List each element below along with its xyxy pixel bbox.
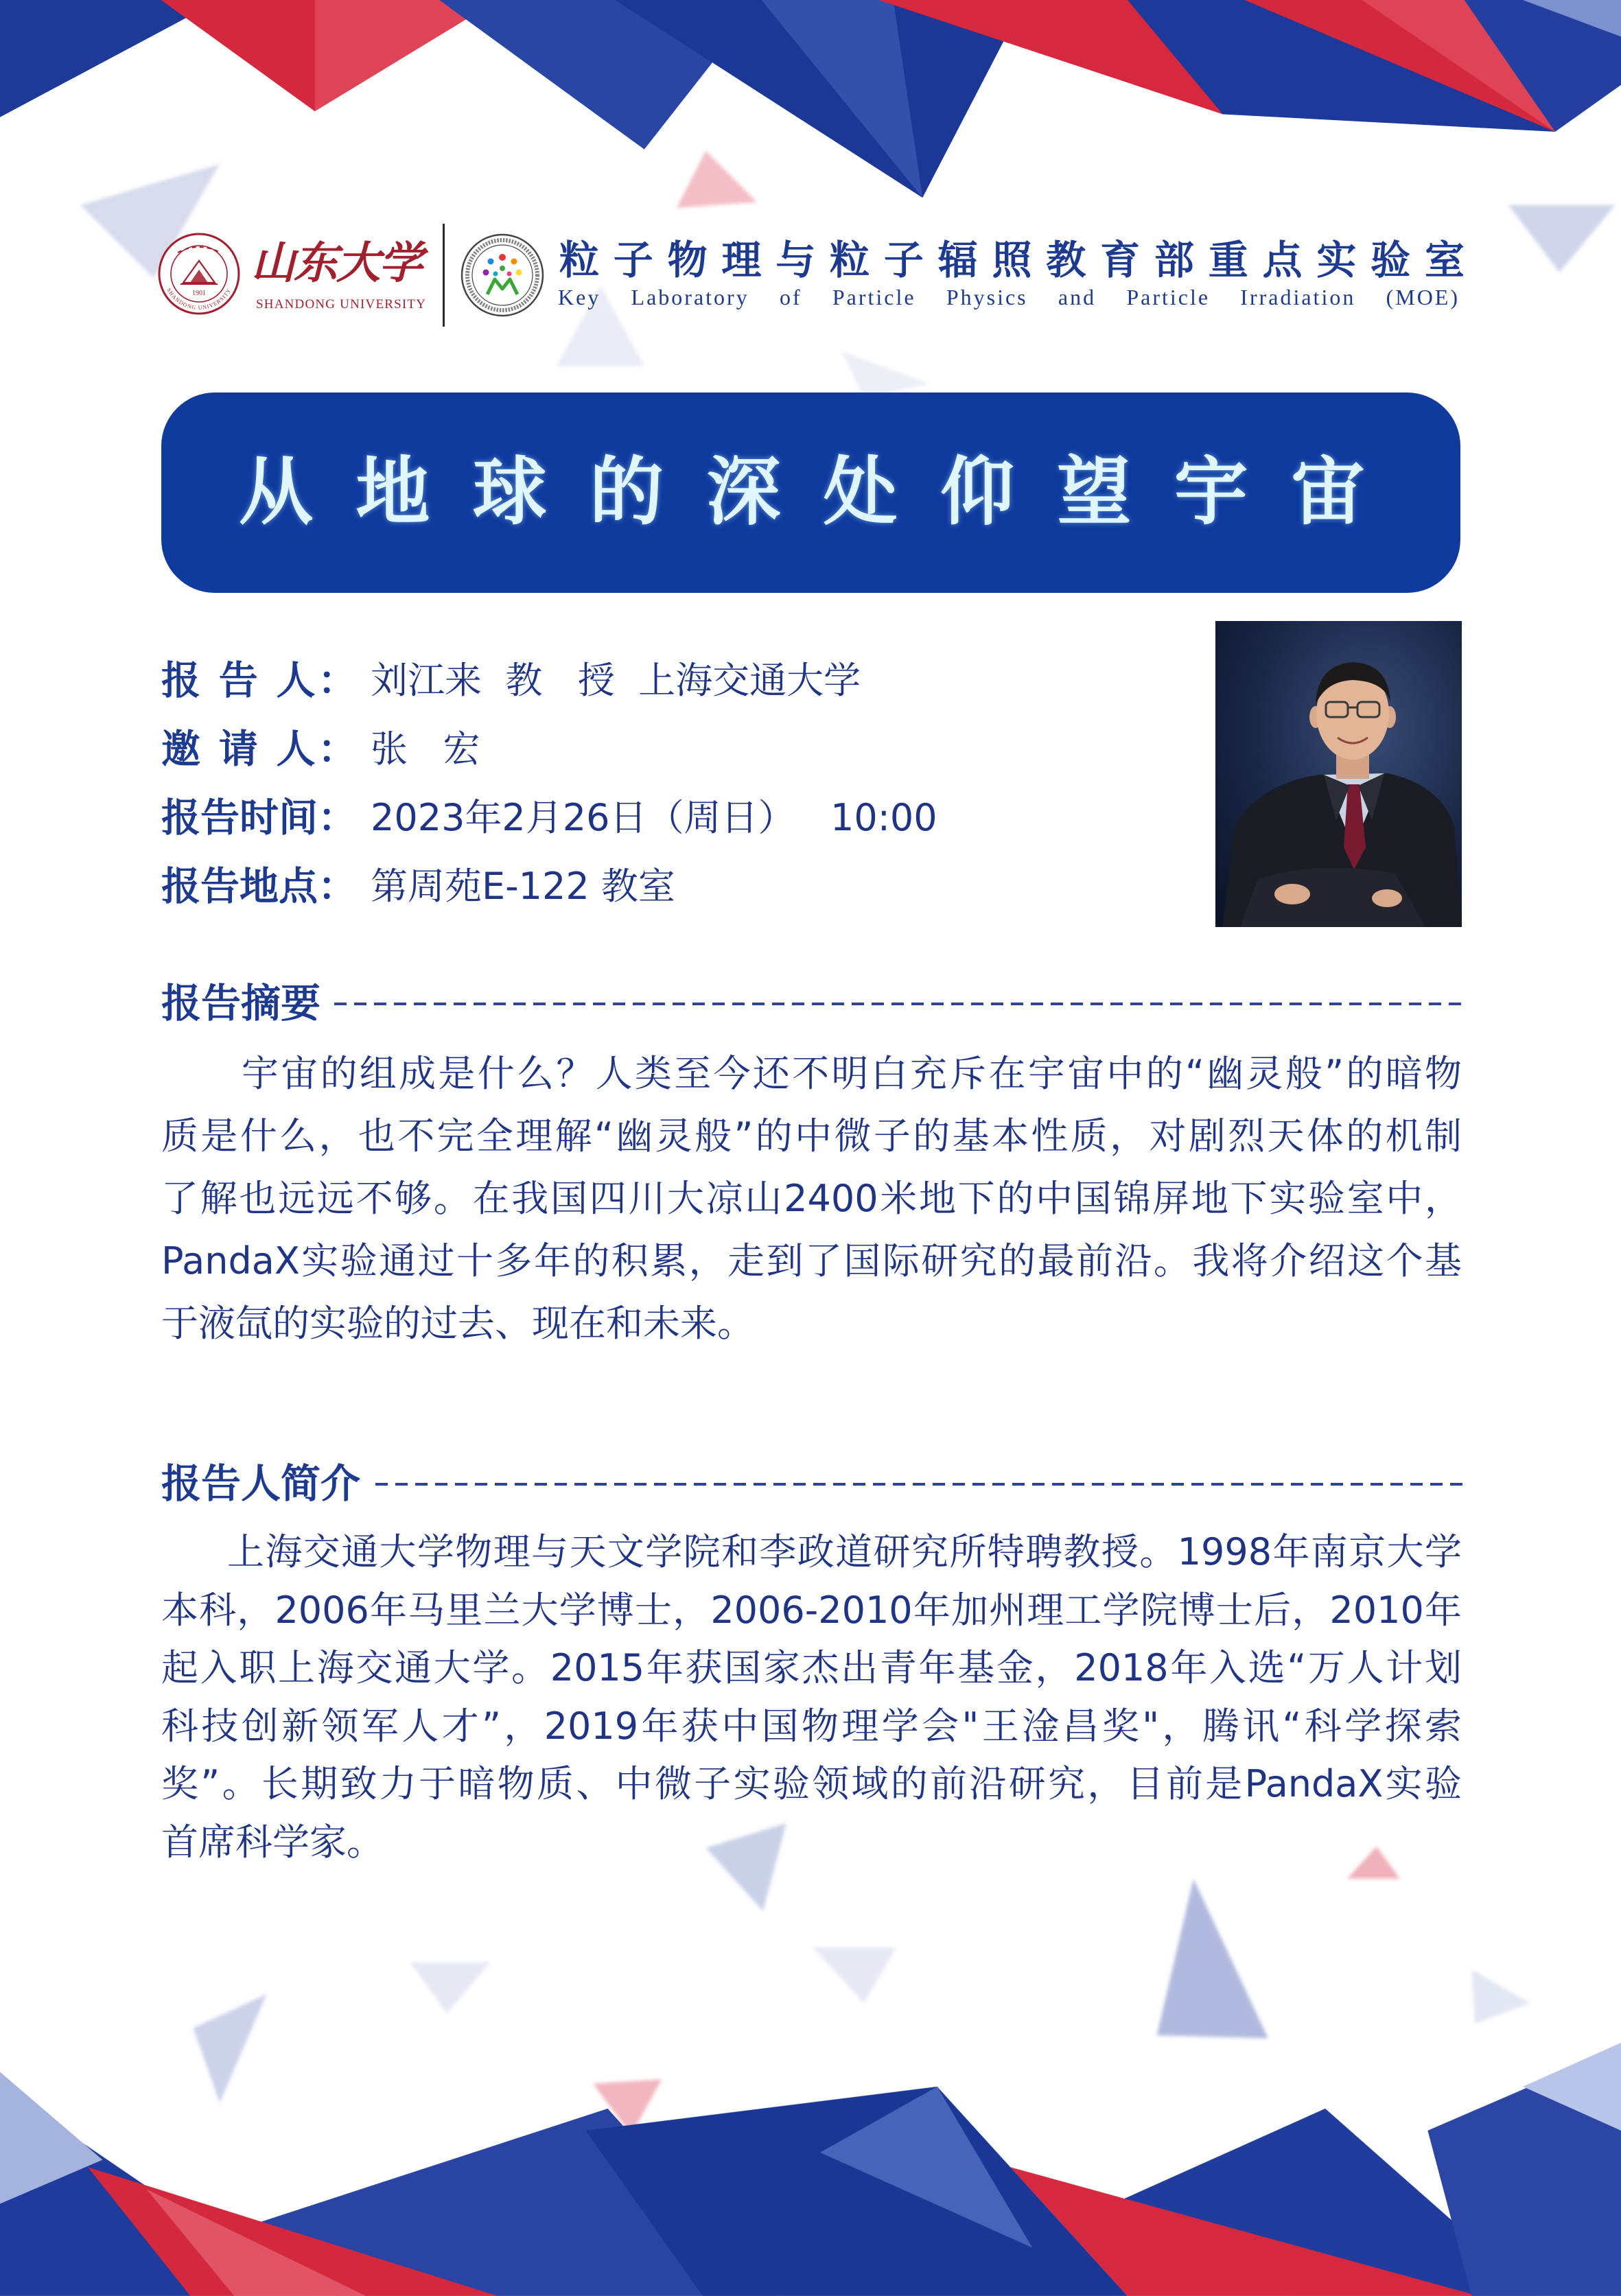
lab-name-en: Key Laboratory of Particle Physics and Particle Irradiation (MOE) [558,285,1460,309]
graphic-shape [516,270,522,276]
paragraph-line: PandaX实验通过十多年的积累，走到了国际研究的最前沿。我将介绍这个基 [161,1239,1462,1282]
graphic-shape [507,272,512,277]
info-row-speaker [161,646,1177,715]
paragraph-line: 质是什么，也不完全理解“幽灵般”的中微子的基本性质，对剧烈天体的机制 [161,1114,1462,1158]
decor-triangle [677,151,757,208]
decor-triangle [410,1962,490,2013]
graphic-shape [488,259,494,265]
talk-info [161,646,1177,921]
info-label: 报告地点： [161,864,357,909]
bio-heading: 报告人简介 [161,1460,361,1507]
lab-logo-icon [460,233,545,318]
info-value: 张 宏 [371,727,480,771]
lab-name-cn: 粒子物理与粒子辐照教育部重点实验室 [559,237,1465,283]
university-name-calligraphy: 山东大学 [251,237,421,289]
seal-arc-text: SHANDONG UNIVERSITY [165,287,233,312]
paragraph-line: 奖”。长期致力于暗物质、中微子实验领域的前沿研究，目前是PandaX实验 [161,1762,1462,1805]
paragraph-line: 于液氙的实验的过去、现在和未来。 [161,1302,754,1345]
decor-triangle [842,351,930,398]
decor-triangle [1508,205,1616,272]
graphic-shape [499,254,506,261]
top-triangle-band [0,0,1621,198]
info-value: 刘江来 教 授 上海交通大学 [371,659,861,702]
info-label: 报告时间： [161,795,357,841]
title-banner [161,393,1460,593]
bottom-triangle-band [0,2043,1621,2296]
paragraph-line: 了解也远远不够。在我国四川大凉山2400米地下的中国锦屏地下实验室中， [161,1177,1462,1220]
speaker-portrait [1215,621,1462,927]
info-row-host [161,715,1177,784]
decor-triangle [813,1947,896,2003]
paragraph-line: 上海交通大学物理与天文学院和李政道研究所特聘教授。1998年南京大学 [227,1530,1462,1573]
graphic-shape [483,270,489,276]
graphic-shape [1274,884,1310,904]
paragraph-line: 首席科学家。 [161,1820,384,1864]
info-row-time [161,784,1177,852]
graphic-shape [500,266,505,271]
abstract-heading: 报告摘要 [161,980,321,1027]
bio-dashed-rule [375,1483,1465,1486]
abstract-dashed-rule [334,1003,1465,1005]
info-label: 报 告 人： [161,658,357,703]
seal-year: 1901 [192,290,206,297]
info-value: 第周苑E-122 教室 [371,865,675,908]
talk-title: 从地球的深处仰望宇宙 [239,449,1365,535]
university-name-english: SHANDONG UNIVERSITY [256,297,427,312]
info-row-location [161,852,1177,921]
bio-paragraph [161,1523,1462,1871]
paragraph-line: 本科，2006年马里兰大学博士，2006-2010年加州理工学院博士后，2010年 [161,1588,1462,1632]
graphic-shape [1372,889,1402,907]
info-value: 2023年2月26日（周日） 10:00 [371,796,937,839]
logo-divider [443,224,445,327]
graphic-shape [511,259,517,265]
decor-triangle [194,1994,267,2102]
graphic-shape [493,272,498,277]
decor-triangle [1471,1969,1530,2024]
decor-triangle [1157,1879,1268,2039]
info-label: 邀 请 人： [161,727,357,772]
paragraph-line: 宇宙的组成是什么？人类至今还不明白充斥在宇宙中的“幽灵般”的暗物 [242,1052,1462,1095]
paragraph-line: 起入职上海交通大学。2015年获国家杰出青年基金，2018年入选“万人计划 [161,1646,1462,1689]
abstract-paragraph [161,1042,1462,1355]
shandong-university-seal-icon [157,232,241,316]
paragraph-line: 科技创新领军人才”，2019年获中国物理学会"王淦昌奖"，腾讯“科学探索 [161,1704,1462,1748]
